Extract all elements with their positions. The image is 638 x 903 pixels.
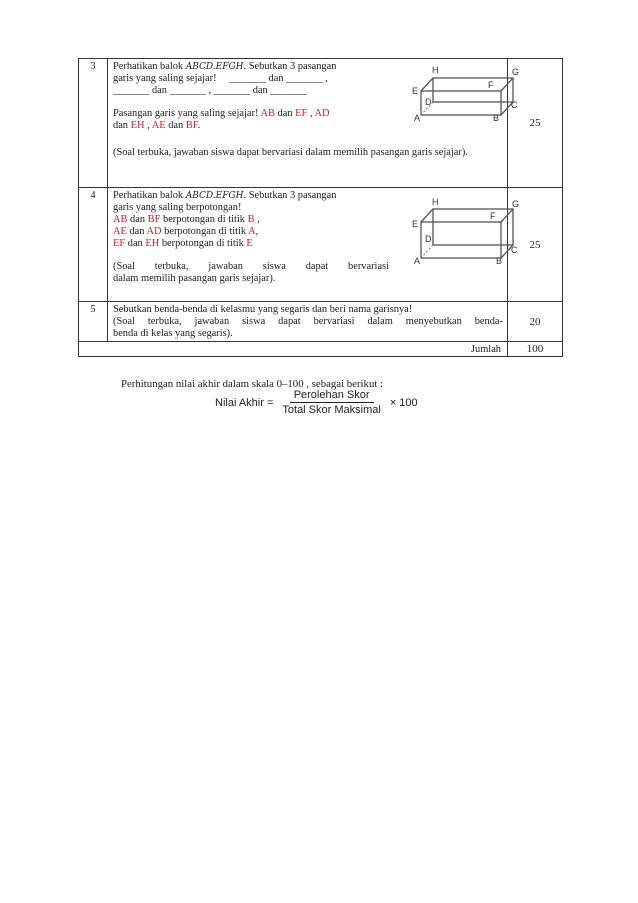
answer-line bbox=[113, 238, 389, 250]
line-label: AB bbox=[113, 214, 128, 225]
line-label: AD bbox=[314, 108, 330, 119]
point-label: B bbox=[247, 214, 255, 225]
punctuation: , bbox=[257, 214, 260, 225]
conjunction: dan bbox=[129, 226, 145, 237]
punctuation: , bbox=[255, 226, 259, 237]
line-label: EF bbox=[113, 238, 126, 249]
vertex-label-E: E bbox=[412, 219, 419, 229]
score-cell: 25 bbox=[508, 188, 563, 302]
vertex-label-F: F bbox=[488, 80, 494, 90]
formula-lhs: Nilai Akhir = bbox=[215, 396, 274, 409]
cuboid-figure bbox=[408, 63, 518, 125]
answer-text: berpotongan di titik bbox=[161, 238, 244, 249]
note-text-body: (Soal terbuka, jawaban siswa dapat bervariasi dalam memilih pasangan garis sejajar). bbox=[113, 147, 468, 158]
line-label: EH bbox=[130, 120, 145, 131]
question-cell bbox=[108, 188, 520, 302]
answer-line: Pasangan garis yang saling sejajar! AB dan EF , AD bbox=[113, 108, 330, 119]
note-text bbox=[113, 147, 508, 159]
vertex-label-D: D bbox=[425, 97, 432, 107]
line-label: AE bbox=[151, 120, 166, 131]
row-number: 3 bbox=[79, 59, 108, 188]
conjunction: dan bbox=[168, 120, 184, 131]
question-text: . Sebutkan 3 pasangan bbox=[243, 190, 337, 201]
answer-text: berpotongan di titik bbox=[163, 214, 245, 225]
line-label: EH bbox=[145, 238, 160, 249]
question-text: garis yang saling berpotongan! bbox=[113, 202, 242, 213]
final-score-formula bbox=[215, 389, 418, 416]
formula-numerator: Perolehan Skor bbox=[290, 389, 374, 403]
question-line bbox=[113, 190, 389, 202]
conjunction: dan bbox=[127, 238, 143, 249]
line-label: AB bbox=[260, 108, 275, 119]
answer-prefix: Pasangan garis yang saling sejajar! bbox=[113, 108, 259, 119]
vertex-label-B: B bbox=[496, 256, 503, 266]
vertex-label-A: A bbox=[414, 113, 421, 123]
question-text: Perhatikan balok bbox=[113, 61, 184, 72]
row-number: 5 bbox=[79, 302, 108, 342]
total-row bbox=[79, 342, 563, 357]
total-value: 100 bbox=[508, 342, 563, 357]
conjunction: dan bbox=[113, 120, 129, 131]
line-label: BF bbox=[147, 214, 161, 225]
vertex-label-B: B bbox=[493, 113, 500, 123]
scoring-intro: Perhitungan nilai akhir dalam skala 0–100 , sebagai berikut : bbox=[121, 378, 384, 390]
total-label: Jumlah bbox=[79, 342, 508, 357]
answer-blanks: _______ dan _______ , _______ dan _______ bbox=[113, 85, 307, 96]
question-line bbox=[113, 73, 389, 85]
formula-fraction bbox=[278, 389, 384, 416]
table-row bbox=[79, 59, 563, 188]
vertex-label-G: G bbox=[512, 199, 520, 209]
question-cell bbox=[108, 59, 520, 188]
answer-line: dan EH , AE dan BF. bbox=[113, 120, 201, 131]
vertex-label-E: E bbox=[412, 86, 419, 96]
score-cell: 25 bbox=[508, 59, 563, 188]
line-label: AE bbox=[113, 226, 127, 237]
answer-text: berpotongan di titik bbox=[164, 226, 247, 237]
question-text: . Sebutkan 3 pasangan bbox=[243, 61, 337, 72]
table-row bbox=[79, 302, 563, 342]
shape-name: ABCD.EFGH bbox=[185, 191, 244, 201]
question-text: garis yang saling sejajar! bbox=[113, 73, 217, 84]
conjunction: dan bbox=[130, 214, 146, 225]
rubric-table bbox=[78, 58, 563, 357]
score-cell: 20 bbox=[508, 302, 563, 342]
vertex-label-H: H bbox=[432, 65, 439, 75]
question-text: Perhatikan balok bbox=[113, 190, 184, 201]
note-text: (Soal terbuka, jawaban siswa dapat bervariasi dalam menyebutkan benda- bbox=[113, 316, 503, 327]
vertex-label-H: H bbox=[432, 197, 439, 207]
note-text: (Soal terbuka, jawaban siswa dapat bervariasi bbox=[113, 261, 389, 272]
conjunction: dan bbox=[277, 108, 293, 119]
cuboid-figure bbox=[408, 196, 518, 268]
answer-blanks: _______ dan _______ , bbox=[229, 73, 328, 84]
formula-rhs: × 100 bbox=[389, 396, 418, 409]
answer-line bbox=[113, 214, 389, 226]
shape-name: ABCD.EFGH bbox=[185, 62, 244, 72]
question-line bbox=[113, 61, 389, 73]
vertex-label-F: F bbox=[490, 211, 496, 221]
row-number: 4 bbox=[79, 188, 108, 302]
vertex-label-G: G bbox=[512, 67, 520, 77]
formula-denominator: Total Skor Maksimal bbox=[282, 404, 381, 416]
line-label: AD bbox=[146, 226, 162, 237]
question-cell bbox=[108, 302, 508, 342]
answer-line bbox=[113, 226, 389, 238]
line-label: BF bbox=[185, 120, 198, 131]
question-text: Sebutkan benda-benda di kelasmu yang segaris dan beri nama garisnya! bbox=[113, 304, 413, 315]
vertex-label-C: C bbox=[511, 245, 518, 255]
line-label: EF bbox=[295, 108, 308, 119]
point-label: A bbox=[248, 226, 256, 237]
vertex-label-D: D bbox=[425, 234, 432, 244]
vertex-label-C: C bbox=[511, 100, 518, 110]
table-row bbox=[79, 188, 563, 302]
note-text: dalam memilih pasangan garis sejajar). bbox=[113, 273, 276, 284]
point-label: E bbox=[246, 238, 253, 249]
note-text: benda di kelas yang segaris). bbox=[113, 328, 233, 339]
vertex-label-A: A bbox=[414, 256, 421, 266]
